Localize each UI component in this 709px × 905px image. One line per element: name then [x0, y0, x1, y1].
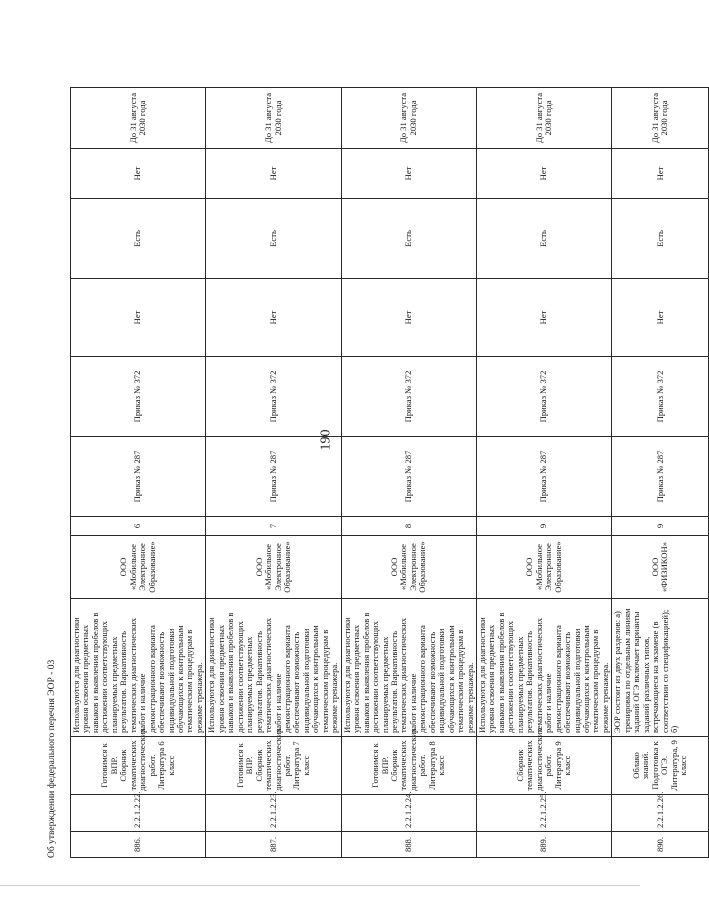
resource-title-cell: Готовимся к ВПР. Сборник тематических диагностических работ. Литература 8 класс [341, 737, 476, 795]
resource-title-cell: Облако знаний. Подготовка к ОГЭ. Литература, 9 класс [612, 737, 709, 795]
resource-description-cell: Используются для диагностики уровня освоения предметных навыков и выявления пробелов в достижении соответствующих планируемых предметных результатов. Вариативность тематических диагностических работ и наличие демонстрационного варианта обеспечивают возможность индивидуальной подготовки обучающихся к контрольным тематическим процедурам в режиме тренажера. [206, 599, 341, 737]
row-code-cell: 2.2.1.2.24. [341, 795, 476, 832]
resource-description-cell: ЭОР состоит из двух разделов: а) тренировка по отдельным линиям заданий ОГЭ включает варианты заданий различных типов, встречающиеся на экзамене (в соответствии со спецификацией); б) [612, 599, 709, 737]
publisher-cell: ООО «Мобильное Электронное Образование» [341, 536, 476, 599]
publisher-cell: ООО «Мобильное Электронное Образование» [477, 536, 612, 599]
row-number-cell: 888. [341, 832, 476, 858]
col9-cell: Нет [71, 279, 206, 357]
order-372-cell: Приказ № 372 [612, 357, 709, 437]
table-row [612, 88, 709, 858]
resource-title-cell: Готовимся к ВПР. Сборник тематических диагностических работ. Литература 6 класс [71, 737, 206, 795]
col11-cell: Нет [206, 149, 341, 199]
grade-cell: 8 [341, 517, 476, 536]
row-number-cell: 889. [477, 832, 612, 858]
order-287-cell: Приказ № 287 [477, 437, 612, 517]
col9-cell: Нет [612, 279, 709, 357]
col11-cell: Нет [477, 149, 612, 199]
col10-cell: Есть [477, 199, 612, 279]
table-row [206, 88, 341, 858]
col11-cell: Нет [612, 149, 709, 199]
valid-until-cell: До 31 августа 2030 года [612, 88, 709, 149]
col9-cell: Нет [341, 279, 476, 357]
valid-until-cell: До 31 августа 2030 года [341, 88, 476, 149]
row-code-cell: 2.2.1.2.23. [206, 795, 341, 832]
order-287-cell: Приказ № 287 [71, 437, 206, 517]
order-372-cell: Приказ № 372 [71, 357, 206, 437]
footnote: Об утверждении федерального перечня ЭОР - 03 [47, 659, 57, 858]
order-287-cell: Приказ № 287 [206, 437, 341, 517]
order-372-cell: Приказ № 372 [206, 357, 341, 437]
row-code-cell: 2.2.1.2.25. [477, 795, 612, 832]
valid-until-cell: До 31 августа 2030 года [477, 88, 612, 149]
table-row [477, 88, 612, 858]
grade-cell: 6 [71, 517, 206, 536]
row-number-cell: 886. [71, 832, 206, 858]
col11-cell: Нет [71, 149, 206, 199]
col9-cell: Нет [206, 279, 341, 357]
grade-cell: 7 [206, 517, 341, 536]
col10-cell: Есть [206, 199, 341, 279]
resource-description-cell: Используются для диагностики уровня освоения предметных навыков и выявления пробелов в достижении соответствующих планируемых предметных результатов. Вариативность тематических диагностических работ и наличие демонстрационного варианта обеспечивают возможность индивидуальной подготовки обучающихся к контрольным тематическим процедурам в режиме тренажера. [71, 599, 206, 737]
resource-description-cell: Используются для диагностики уровня освоения предметных навыков и выявления пробелов в достижении соответствующих планируемых предметных результатов. Вариативность тематических диагностических работ и наличие демонстрационного варианта обеспечивают возможность индивидуальной подготовки обучающихся к контрольным тематическим процедурам в режиме тренажера. [341, 599, 476, 737]
col10-cell: Есть [612, 199, 709, 279]
resource-description-cell: Используются для диагностики уровня освоения предметных навыков и выявления пробелов в достижении соответствующих планируемых предметных результатов. Вариативность тематических диагностических работ и наличие демонстрационного варианта обеспечивают возможность индивидуальной подготовки обучающихся к контрольным тематическим процедурам в режиме тренажера. [477, 599, 612, 737]
col11-cell: Нет [341, 149, 476, 199]
scan-edge-line [0, 885, 640, 886]
col10-cell: Есть [341, 199, 476, 279]
publisher-cell: ООО «Мобильное Электронное Образование» [206, 536, 341, 599]
valid-until-cell: До 31 августа 2030 года [71, 88, 206, 149]
grade-cell: 9 [612, 517, 709, 536]
order-287-cell: Приказ № 287 [341, 437, 476, 517]
valid-until-cell: До 31 августа 2030 года [206, 88, 341, 149]
resource-title-cell: Готовимся к ВПР. Сборник тематических диагностических работ. Литература 7 класс [206, 737, 341, 795]
grade-cell: 9 [477, 517, 612, 536]
row-code-cell: 2.2.1.2.26. [612, 795, 709, 832]
order-287-cell: Приказ № 287 [612, 437, 709, 517]
row-number-cell: 887. [206, 832, 341, 858]
col9-cell: Нет [477, 279, 612, 357]
registry-table-container [70, 88, 689, 858]
publisher-cell: ООО «ФИЗИКОН» [612, 536, 709, 599]
col10-cell: Есть [71, 199, 206, 279]
page-number: 190 [318, 429, 334, 451]
resource-title-cell: Сборник тематических диагностических работ. Литература 9 класс [477, 737, 612, 795]
table-row [71, 88, 206, 858]
order-372-cell: Приказ № 372 [477, 357, 612, 437]
publisher-cell: ООО «Мобильное Электронное Образование» [71, 536, 206, 599]
order-372-cell: Приказ № 372 [341, 357, 476, 437]
table-row [341, 88, 476, 858]
row-number-cell: 890. [612, 832, 709, 858]
row-code-cell: 2.2.1.2.22. [71, 795, 206, 832]
registry-table [70, 87, 709, 858]
